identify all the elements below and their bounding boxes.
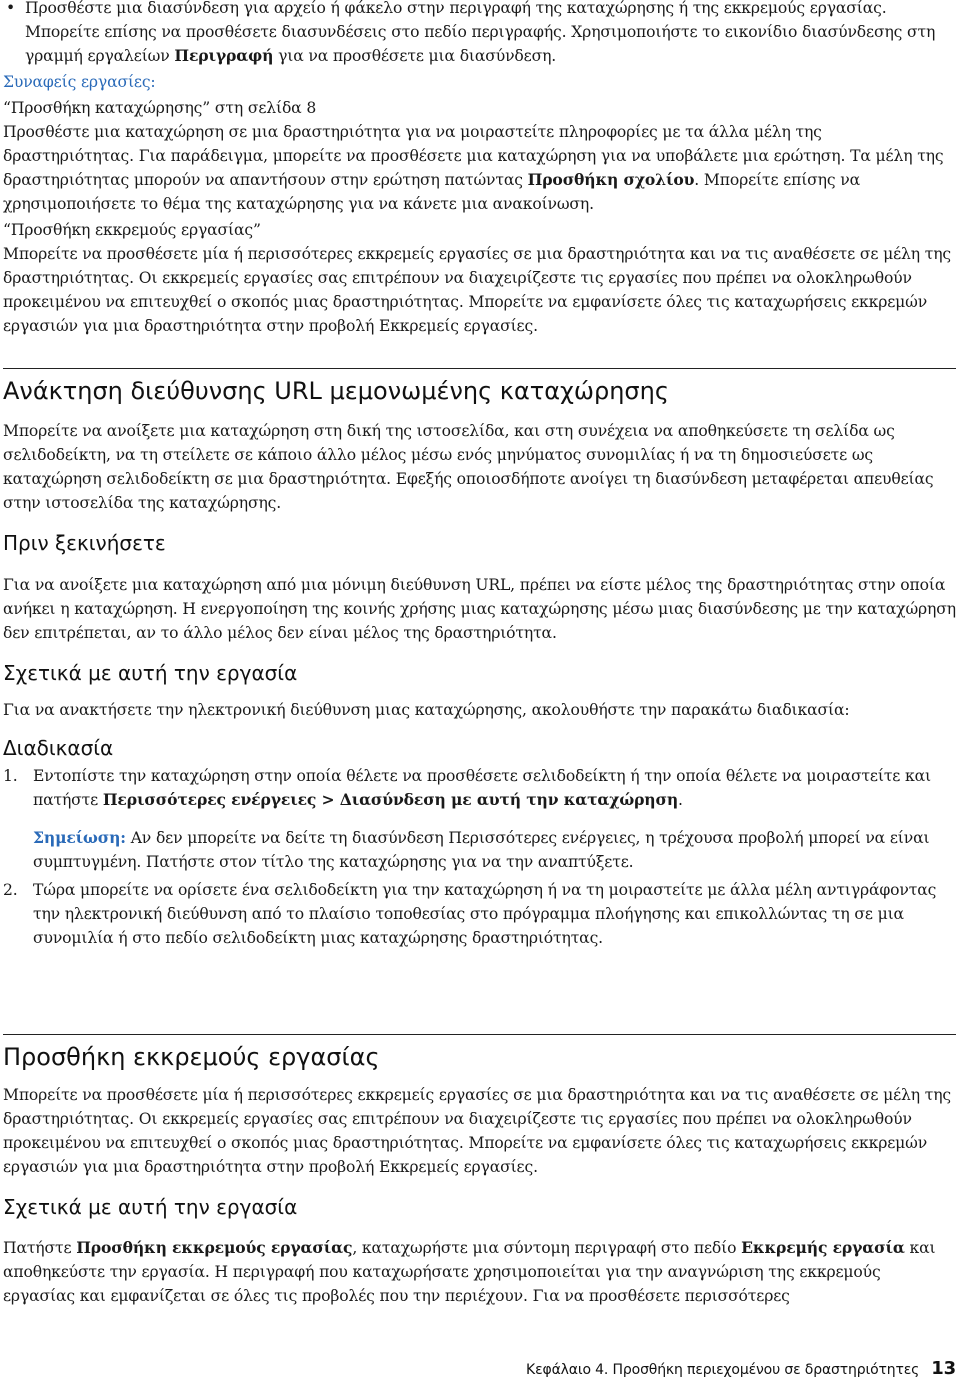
- section-body: Μπορείτε να ανοίξετε μια καταχώρηση στη δική της ιστοσελίδα, και στη συνέχεια να αποθηκεύσετε τη σελίδα ως σελιδοδείκτη, να τη στείλετε σε κάποιο άλλο μέλος μέσω ενός μηνύματος συνομιλίας ή να τη δημοσιεύσετε ως καταχώρηση σελιδοδείκτη σε μια δραστηριότητα. Εφεξής οποιοσδήποτε ανοίγει τη διασύνδεση μεταφέρεται απευθείας στην ιστοσελίδα της καταχώρησης.: [3, 422, 934, 512]
- add-todo-term: Προσθήκη εκκρεμούς εργασίας: [76, 1238, 353, 1257]
- related-link-add-entry[interactable]: “Προσθήκη καταχώρησης” στη σελίδα 8: [3, 99, 317, 117]
- footer-chapter: Κεφάλαιο 4. Προσθήκη περιεχομένου σε δραστηριότητες: [526, 1362, 920, 1378]
- related-tasks-heading: Συναφείς εργασίες:: [3, 73, 156, 91]
- section-title: Ανάκτηση διεύθυνσης URL μεμονωμένης καταχώρησης: [3, 377, 669, 405]
- subsection-title-procedure: Διαδικασία: [3, 736, 114, 760]
- subsection-title-before: Πριν ξεκινήσετε: [3, 531, 166, 555]
- section-divider: [3, 368, 956, 369]
- about-text-mid: , καταχωρήστε μια σύντομη περιγραφή στο πεδίο: [352, 1239, 742, 1257]
- intro-block: [3, 0, 956, 68]
- procedure-note: [3, 826, 956, 874]
- todo-field-term: Εκκρεμής εργασία: [741, 1238, 905, 1257]
- subsection-body-about: Για να ανακτήσετε την ηλεκτρονική διεύθυνση μιας καταχώρησης, ακολουθήστε την παρακάτω διαδικασία:: [3, 701, 850, 719]
- step-text-end: .: [678, 791, 683, 809]
- step-number: 2.: [3, 881, 18, 899]
- subsection-title-about: Σχετικά με αυτή την εργασία: [3, 661, 298, 685]
- about-text-end: και αποθηκεύστε την εργασία. Η περιγραφή που καταχωρήσατε χρησιμοποιείται για την αναγνώριση της εκκρεμούς εργασίας και εμφανίζεται σε όλες τις προβολές που την περιέχουν. Για να προσθέσετε περισσότερες: [3, 1239, 936, 1305]
- related-tasks-block: [3, 70, 956, 338]
- related-desc-text-end: . Μπορείτε επίσης να χρησιμοποιήσετε το θέμα της καταχώρησης για να κάνετε μια ανακοίνωση.: [3, 171, 860, 213]
- add-comment-term: Προσθήκη σχολίου: [527, 170, 695, 189]
- intro-text: Προσθέστε μια διασύνδεση για αρχείο ή φάκελο στην περιγραφή της καταχώρησης ή της εκκρεμούς εργασίας. Μπορείτε επίσης να προσθέσετε διασυνδέσεις στο πεδίο περιγραφής. Χρησιμοποιήστε το εικονίδιο διασύνδεσης στη γραμμή εργαλείων: [25, 0, 936, 65]
- related-desc-text: Προσθέστε μια καταχώρηση σε μια δραστηριότητα για να μοιραστείτε πληροφορίες με τα άλλα μέλη της δραστηριότητας. Για παράδειγμα, μπορείτε να προσθέσετε μια καταχώρηση για να υποβάλετε μια ερώτηση. Τα μέλη της δραστηριότητας μπορούν να απαντήσουν στην ερώτηση πατώντας: [3, 123, 944, 189]
- menu-path: Περισσότερες ενέργειες > Διασύνδεση με αυτή την καταχώρηση: [102, 790, 679, 809]
- intro-bullet-item: [3, 0, 956, 68]
- procedure-step-2: [3, 878, 956, 950]
- subsection-body-about: [3, 1236, 956, 1308]
- note-text: Αν δεν μπορείτε να δείτε τη διασύνδεση Περισσότερες ενέργειες, η τρέχουσα προβολή μπορεί να είναι συμπτυγμένη. Πατήστε στον τίτλο της καταχώρησης για να την αναπτύξετε.: [33, 829, 930, 871]
- subsection-title-about: Σχετικά με αυτή την εργασία: [3, 1195, 298, 1219]
- section-title: Προσθήκη εκκρεμούς εργασίας: [3, 1043, 380, 1071]
- bullet-marker: •: [6, 0, 16, 17]
- section-add-todo: [3, 1034, 956, 1308]
- intro-text-end: για να προσθέσετε μια διασύνδεση.: [273, 47, 557, 65]
- step-text: Τώρα μπορείτε να ορίσετε ένα σελιδοδείκτη για την καταχώρηση ή να τη μοιραστείτε με άλλα μέλη αντιγράφοντας την ηλεκτρονική διεύθυνση από το πλαίσιο τοποθεσίας στο πρόγραμμα πλοήγησης και επικολλώντας τη σε μια συνομιλία ή στο πεδίο σελιδοδείκτη μιας καταχώρησης δραστηριότητας.: [33, 881, 937, 947]
- section-body: Μπορείτε να προσθέσετε μία ή περισσότερες εκκρεμείς εργασίες σε μια δραστηριότητα και να τις αναθέσετε σε μέλη της δραστηριότητας. Οι εκκρεμείς εργασίες σας επιτρέπουν να διαχειρίζεστε τις εργασίες που πρέπει να ολοκληρωθούν προκειμένου να επιτευχθεί ο σκοπός μιας δραστηριότητας. Μπορείτε να εμφανίσετε όλες τις καταχωρήσεις εκκρεμών εργασιών για μια δραστηριότητα στην προβολή Εκκρεμείς εργασίες.: [3, 1086, 951, 1176]
- procedure-step-1: [3, 764, 956, 812]
- note-label: Σημείωση:: [33, 828, 126, 847]
- about-text: Πατήστε: [3, 1239, 77, 1257]
- section-divider: [3, 1034, 956, 1035]
- subsection-body-before: Για να ανοίξετε μια καταχώρηση από μια μόνιμη διεύθυνση URL, πρέπει να είστε μέλος της δραστηριότητας στην οποία ανήκει η καταχώρηση. Η ενεργοποίηση της κοινής χρήσης μιας καταχώρησης μέσω μιας διασύνδεσης με την καταχώρηση δεν επιτρέπεται, αν το άλλο μέλος δεν είναι μέλος της δραστηριότητα.: [3, 576, 956, 642]
- step-text: Εντοπίστε την καταχώρηση στην οποία θέλετε να προσθέσετε σελιδοδείκτη ή την οποία θέλετε να μοιραστείτε και πατήστε: [33, 767, 931, 809]
- related-link-add-todo[interactable]: “Προσθήκη εκκρεμούς εργασίας”: [3, 221, 261, 239]
- related-desc-add-entry: [3, 120, 956, 216]
- page-footer: [526, 1358, 956, 1381]
- section-retrieve-url: [3, 368, 956, 950]
- related-desc-add-todo: Μπορείτε να προσθέσετε μία ή περισσότερες εκκρεμείς εργασίες σε μια δραστηριότητα και να τις αναθέσετε σε μέλη της δραστηριότητας. Οι εκκρεμείς εργασίες σας επιτρέπουν να διαχειρίζεστε τις εργασίες που πρέπει να ολοκληρωθούν προκειμένου να επιτευχθεί ο σκοπός μιας δραστηριότητας. Μπορείτε να εμφανίσετε όλες τις καταχωρήσεις εκκρεμών εργασιών για μια δραστηριότητα στην προβολή Εκκρεμείς εργασίες.: [3, 245, 951, 335]
- step-number: 1.: [3, 767, 18, 785]
- intro-bold-term: Περιγραφή: [174, 46, 274, 65]
- page-number: 13: [931, 1358, 956, 1379]
